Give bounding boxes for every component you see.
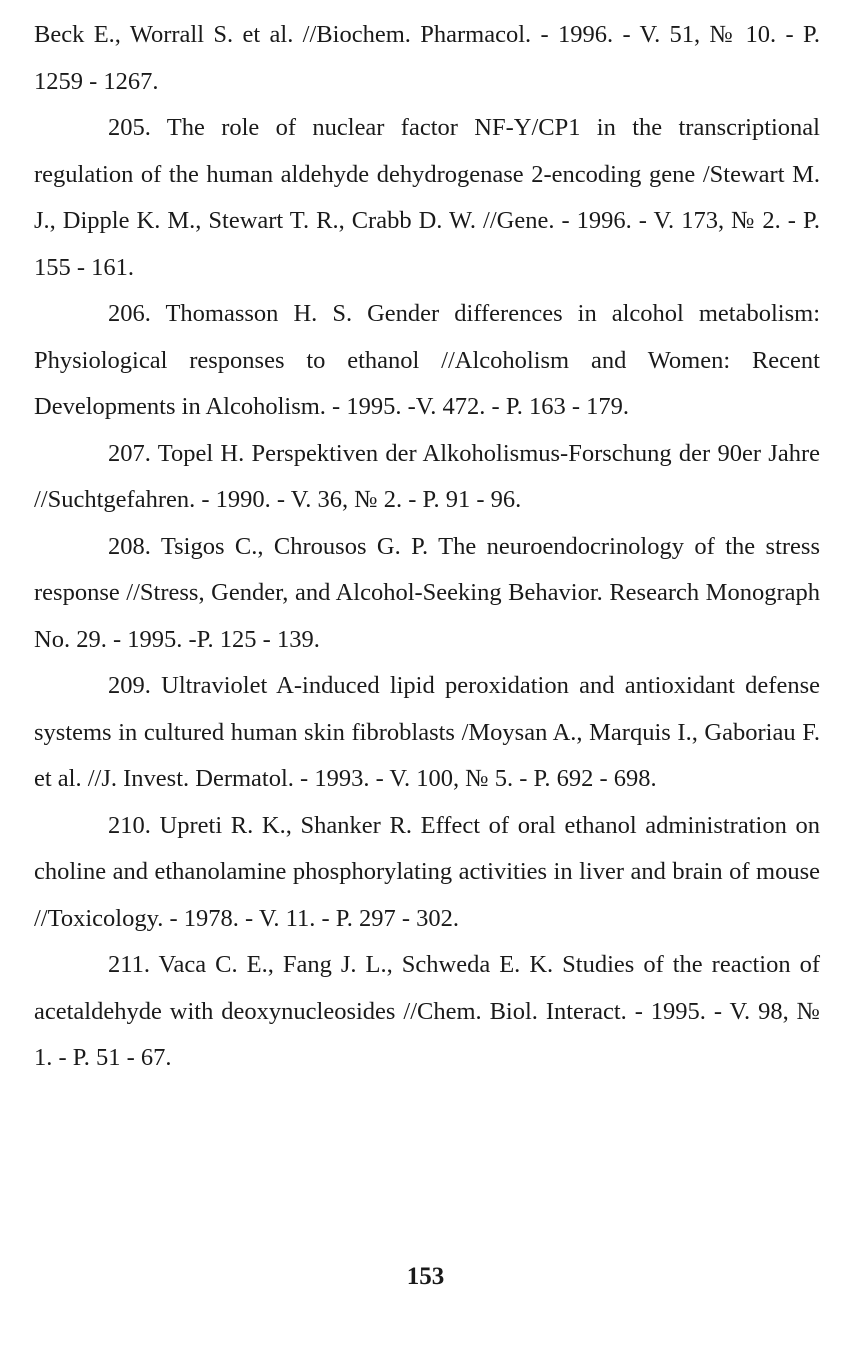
reference-entry-207: 207. Topel H. Perspektiven der Alkoholismus-Forschung der 90er Jahre //Suchtgefahren. - 1990. - V. 36, № 2. - P. 91 - 96. — [34, 439, 820, 513]
reference-entry-209: 209. Ultraviolet A-induced lipid peroxidation and antioxidant defense systems in cultured human skin fibroblasts /Moysan A., Marquis I., Gaboriau F. et al. //J. Invest. Dermatol. - 1993. - V. 100, № 5. - P. 692 - 698. — [34, 672, 820, 792]
reference-list — [34, 12, 820, 1082]
reference-entry-211: 211. Vaca C. E., Fang J. L., Schweda E. K. Studies of the reaction of acetaldehyde with deoxynucleosides //Chem. Biol. Interact. - 1995. - V. 98, № 1. - P. 51 - 67. — [34, 951, 820, 1071]
page-number: 153 — [406, 1263, 445, 1290]
reference-entry-continued: Beck E., Worrall S. et al. //Biochem. Pharmacol. - 1996. - V. 51, № 10. - P. 1259 - 1267. — [34, 21, 820, 95]
reference-entry-208: 208. Tsigos C., Chrousos G. P. The neuroendocrinology of the stress response //Stress, Gender, and Alcohol-Seeking Behavior. Research Monograph No. 29. - 1995. -P. 125 - 139. — [34, 532, 820, 653]
reference-entry-205: 205. The role of nuclear factor NF-Y/CP1 in the transcriptional regulation of the human aldehyde dehydrogenase 2-encoding gene /Stewart M. J., Dipple K. M., Stewart T. R., Crabb D. W. //Gene. - 1996. - V. 173, № 2. - P. 155 - 161. — [34, 114, 820, 281]
reference-entry-206: 206. Thomasson H. S. Gender differences in alcohol metabolism: Physiological responses to ethanol //Alcoholism and Women: Recent Developments in Alcoholism. - 1995. -V. 472. - P. 163 - 179. — [34, 300, 820, 420]
reference-entry-210: 210. Upreti R. K., Shanker R. Effect of oral ethanol administration on choline and ethanolamine phosphorylating activities in liver and brain of mouse //Toxicology. - 1978. - V. 11. - P. 297 - 302. — [34, 811, 820, 932]
